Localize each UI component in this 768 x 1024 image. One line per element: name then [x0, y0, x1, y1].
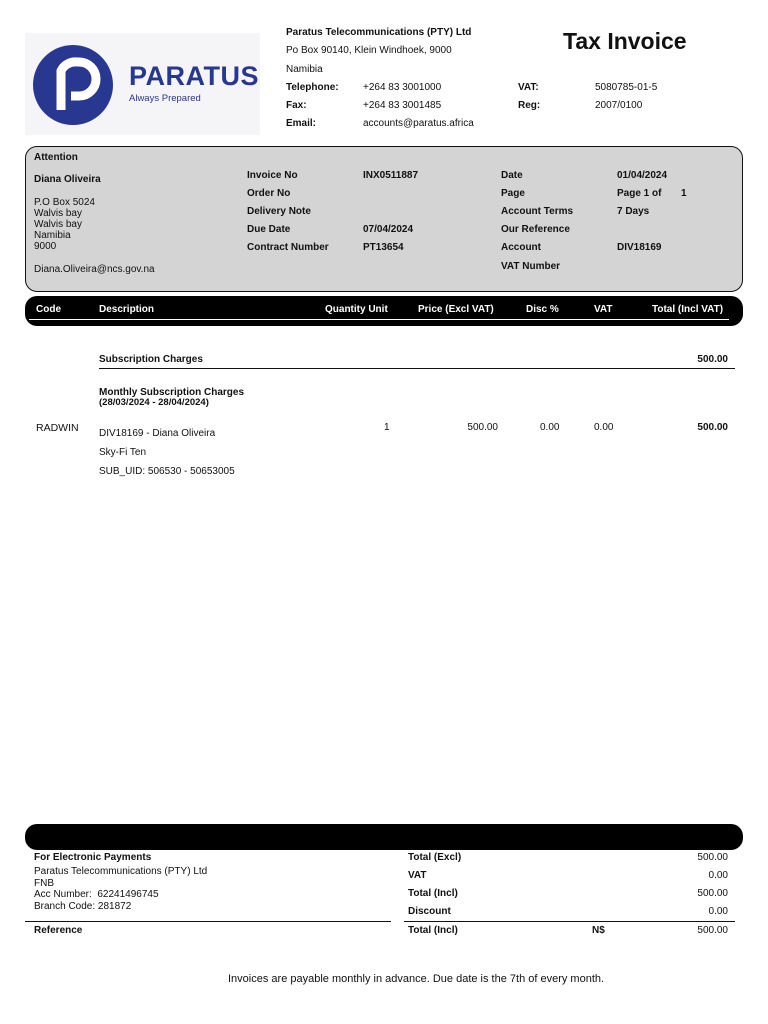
line-item-period: (28/03/2024 - 28/04/2024) [99, 397, 209, 408]
contract-number-value: PT13654 [363, 242, 404, 253]
telephone-value: +264 83 3001000 [363, 82, 442, 93]
company-logo [25, 33, 260, 135]
company-address-line2: Namibia [286, 64, 323, 75]
total-vat-value: 0.00 [708, 870, 728, 881]
vat-value: 5080785-01-5 [595, 82, 658, 93]
line-item-detail: Sky-Fi Ten [99, 447, 147, 458]
payment-heading: For Electronic Payments [34, 852, 152, 863]
section-total: 500.00 [697, 354, 728, 365]
line-items-header [25, 296, 743, 326]
page-value: Page 1 of [617, 188, 662, 199]
account-label: Account [501, 242, 541, 253]
final-total-value: 500.00 [697, 925, 728, 936]
line-item-price: 500.00 [467, 422, 498, 433]
column-header-total: Total (Incl VAT) [652, 304, 724, 315]
fax-value: +264 83 3001485 [363, 100, 442, 111]
email-value[interactable]: accounts@paratus.africa [363, 118, 474, 129]
page-label: Page [501, 188, 525, 199]
discount-value: 0.00 [708, 906, 728, 917]
column-header-quantity-unit: Quantity Unit [325, 304, 388, 315]
customer-address-line: Walvis bay [34, 208, 82, 219]
customer-address-line: 9000 [34, 241, 57, 252]
reg-value: 2007/0100 [595, 100, 643, 111]
line-item-title: Monthly Subscription Charges [99, 387, 245, 398]
telephone-label: Telephone: [286, 82, 339, 93]
total-excl-label: Total (Excl) [408, 852, 462, 863]
total-vat-label: VAT [408, 870, 427, 881]
due-date-value: 07/04/2024 [363, 224, 414, 235]
page-total: 1 [681, 188, 687, 199]
totals-divider [404, 921, 735, 922]
invoice-no-value: INX0511887 [363, 170, 419, 181]
date-label: Date [501, 170, 523, 181]
reference-label: Reference [34, 925, 83, 936]
vat-number-label: VAT Number [501, 261, 561, 272]
customer-address-line: P.O Box 5024 [34, 197, 95, 208]
attention-label: Attention [34, 152, 78, 163]
payment-account-number: Acc Number: 62241496745 [34, 889, 159, 900]
total-incl-label: Total (Incl) [408, 888, 458, 899]
payment-line: Paratus Telecommunications (PTY) Ltd [34, 866, 208, 877]
line-item-vat: 0.00 [594, 422, 614, 433]
vat-label: VAT: [518, 82, 539, 93]
line-item-code: RADWIN [36, 422, 79, 434]
header-divider [29, 319, 729, 320]
section-divider [99, 368, 735, 369]
payment-branch-code: Branch Code: 281872 [34, 901, 132, 912]
column-header-vat: VAT [594, 304, 613, 315]
invoice-no-label: Invoice No [247, 170, 298, 181]
customer-address-line: Walvis bay [34, 219, 82, 230]
totals-header-bar [25, 824, 743, 850]
final-total-label: Total (Incl) [408, 925, 458, 936]
document-title: Tax Invoice [563, 28, 687, 54]
discount-label: Discount [408, 906, 451, 917]
payment-line: FNB [34, 878, 54, 889]
currency-label: N$ [592, 925, 605, 936]
delivery-note-label: Delivery Note [247, 206, 311, 217]
total-excl-value: 500.00 [697, 852, 728, 863]
customer-address-line: Namibia [34, 230, 71, 241]
line-item-disc: 0.00 [540, 422, 560, 433]
due-date-label: Due Date [247, 224, 291, 235]
section-title: Subscription Charges [99, 354, 203, 365]
payment-terms-note: Invoices are payable monthly in advance. Due date is the 7th of every month. [228, 973, 605, 985]
fax-label: Fax: [286, 100, 307, 111]
total-incl-value: 500.00 [697, 888, 728, 899]
customer-email[interactable]: Diana.Oliveira@ncs.gov.na [34, 264, 155, 275]
account-value: DIV18169 [617, 242, 662, 253]
logo-tagline: Always Prepared [129, 93, 201, 104]
account-terms-label: Account Terms [501, 206, 574, 217]
reg-label: Reg: [518, 100, 541, 111]
company-name: Paratus Telecommunications (PTY) Ltd [286, 27, 472, 38]
contract-number-label: Contract Number [247, 242, 329, 253]
column-header-description: Description [99, 304, 155, 315]
column-header-disc: Disc % [526, 304, 559, 315]
order-no-label: Order No [247, 188, 291, 199]
customer-name: Diana Oliveira [34, 174, 101, 185]
payment-divider [25, 921, 391, 922]
our-reference-label: Our Reference [501, 224, 570, 235]
company-address-line1: Po Box 90140, Klein Windhoek, 9000 [286, 45, 452, 56]
column-header-price: Price (Excl VAT) [418, 304, 494, 315]
line-item-detail: SUB_UID: 506530 - 50653005 [99, 466, 235, 477]
paratus-p-icon [31, 44, 123, 126]
date-value: 01/04/2024 [617, 170, 668, 181]
line-item-total: 500.00 [697, 422, 728, 433]
email-label: Email: [286, 118, 317, 129]
line-item-quantity: 1 [384, 422, 390, 433]
logo-wordmark: PARATUS [129, 61, 259, 91]
column-header-code: Code [36, 304, 61, 315]
line-item-detail: DIV18169 - Diana Oliveira [99, 428, 216, 439]
account-terms-value: 7 Days [617, 206, 650, 217]
